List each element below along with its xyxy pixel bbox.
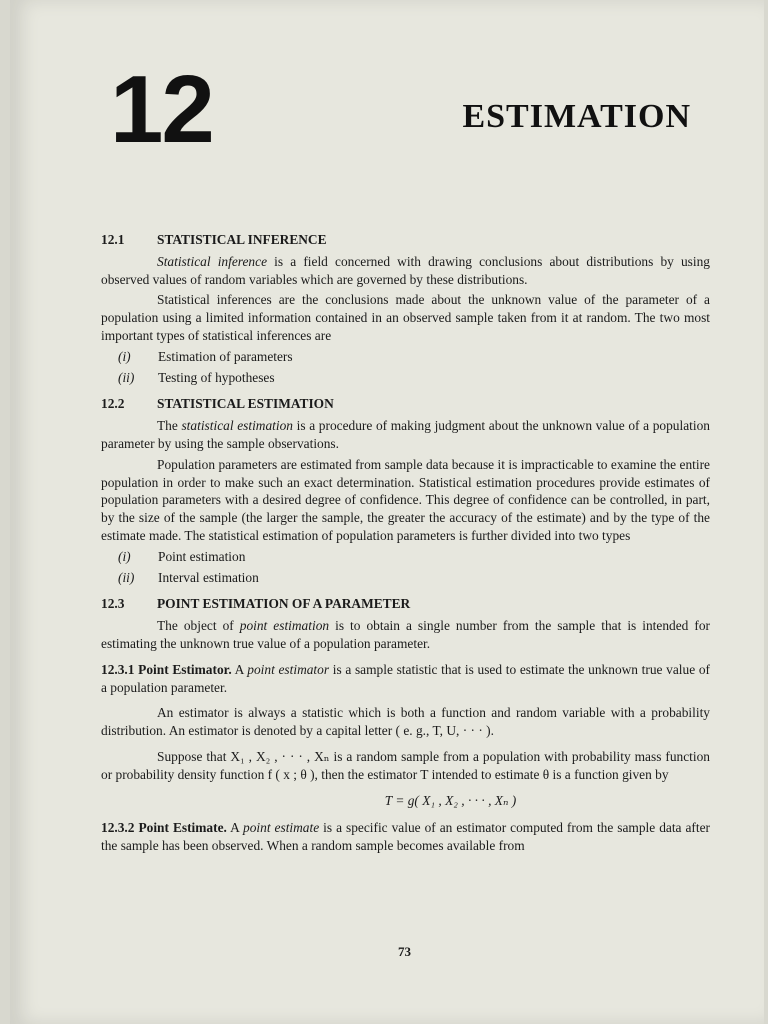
estimator-formula: T = g( X₁ , X₂ , · · · , Xₙ )	[384, 792, 517, 808]
section-heading-12-2	[101, 395, 710, 413]
emphasis-term: point estimation	[239, 618, 330, 634]
paragraph-text: A	[231, 661, 248, 677]
chapter-number: 12	[110, 56, 213, 163]
paragraph-text: The	[157, 418, 182, 434]
section-title: POINT ESTIMATION OF A PARAMETER	[157, 596, 411, 612]
paragraph: Statistical inferences are the conclusions made about the unknown value of the parameter of a population using a limited information contained in an observed sample taken from it at random. The two most important types of statistical inferences are	[101, 292, 710, 343]
paragraph-text: is to obtain a single number from the sample that is intended for estimating the unknown true value of a population parameter.	[101, 618, 711, 651]
list-marker: (i)	[118, 348, 131, 364]
paragraph-text: is a field concerned with drawing conclusions about distributions by using observed values of random variables which are governed by these distributions.	[101, 253, 711, 287]
paragraph-text: The object of	[157, 618, 240, 634]
paragraph: Population parameters are estimated from sample data because it is impracticable to examine the entire population in order to make such an exact determination. Statistical estimation procedures provide estimates of population parameters with a desired degree of confidence. This degree of confidence can be controlled, in part, by the size of the sample (the larger the sample, the greater the accuracy of the estimate) and by the type of the estimate made. The statistical estimation of population parameters is further divided into two types	[101, 456, 710, 543]
list-marker: (i)	[118, 548, 131, 564]
emphasis-term: Statistical inference	[157, 253, 268, 269]
subsection-12-3-2	[101, 819, 710, 855]
section-number: 12.3	[101, 596, 125, 612]
list-marker: (ii)	[118, 569, 135, 585]
section-heading-12-1	[101, 231, 710, 249]
section-heading-12-3	[101, 595, 710, 613]
paragraph	[101, 253, 710, 289]
emphasis-term: point estimate	[243, 820, 320, 836]
paragraph-text: is a procedure of making judgment about the unknown value of a population parameter by using the sample observations.	[101, 418, 710, 451]
subsection-12-3-1	[101, 661, 710, 697]
emphasis-term: statistical estimation	[181, 418, 293, 434]
paragraph-text: A	[226, 820, 244, 836]
list-item-text: Point estimation	[158, 548, 246, 564]
paragraph: Suppose that X₁ , X₂ , · · · , Xₙ is a random sample from a population with probability mass function or probability density function f ( x ; θ ), then the estimator T intended to estimate θ is a function given by	[101, 748, 710, 782]
paragraph	[101, 417, 710, 453]
subsection-heading: 12.3.1 Point Estimator.	[101, 661, 232, 677]
paragraph	[101, 617, 710, 653]
list-item	[118, 369, 710, 387]
chapter-title: ESTIMATION	[462, 98, 691, 135]
paragraph: An estimator is always a statistic which is both a function and random variable with a probability distribution. An estimator is denoted by a capital letter ( e. g., T, U, · · · ).	[101, 705, 710, 739]
list-item-text: Testing of hypotheses	[158, 369, 275, 385]
section-title: STATISTICAL ESTIMATION	[157, 396, 334, 412]
section-number: 12.1	[101, 232, 125, 247]
list-item-text: Estimation of parameters	[158, 348, 293, 364]
list-item	[118, 348, 710, 366]
paragraph-text: is a specific value of an estimator computed from the sample data after the sample has been observed. When a random sample becomes available from	[101, 820, 710, 854]
section-title: STATISTICAL INFERENCE	[157, 232, 327, 247]
list-item-text: Interval estimation	[158, 569, 259, 585]
section-number: 12.2	[101, 396, 125, 412]
book-page	[10, 0, 764, 1024]
list-marker: (ii)	[118, 369, 135, 385]
subsection-heading: 12.3.2 Point Estimate.	[101, 820, 227, 836]
emphasis-term: point estimator	[247, 661, 330, 677]
list-item	[118, 548, 710, 566]
page-content	[101, 231, 710, 858]
page-number: 73	[398, 944, 411, 959]
list-item	[118, 569, 710, 587]
paragraph-text: is a sample statistic that is used to estimate the unknown true value of a population parameter.	[101, 661, 710, 695]
